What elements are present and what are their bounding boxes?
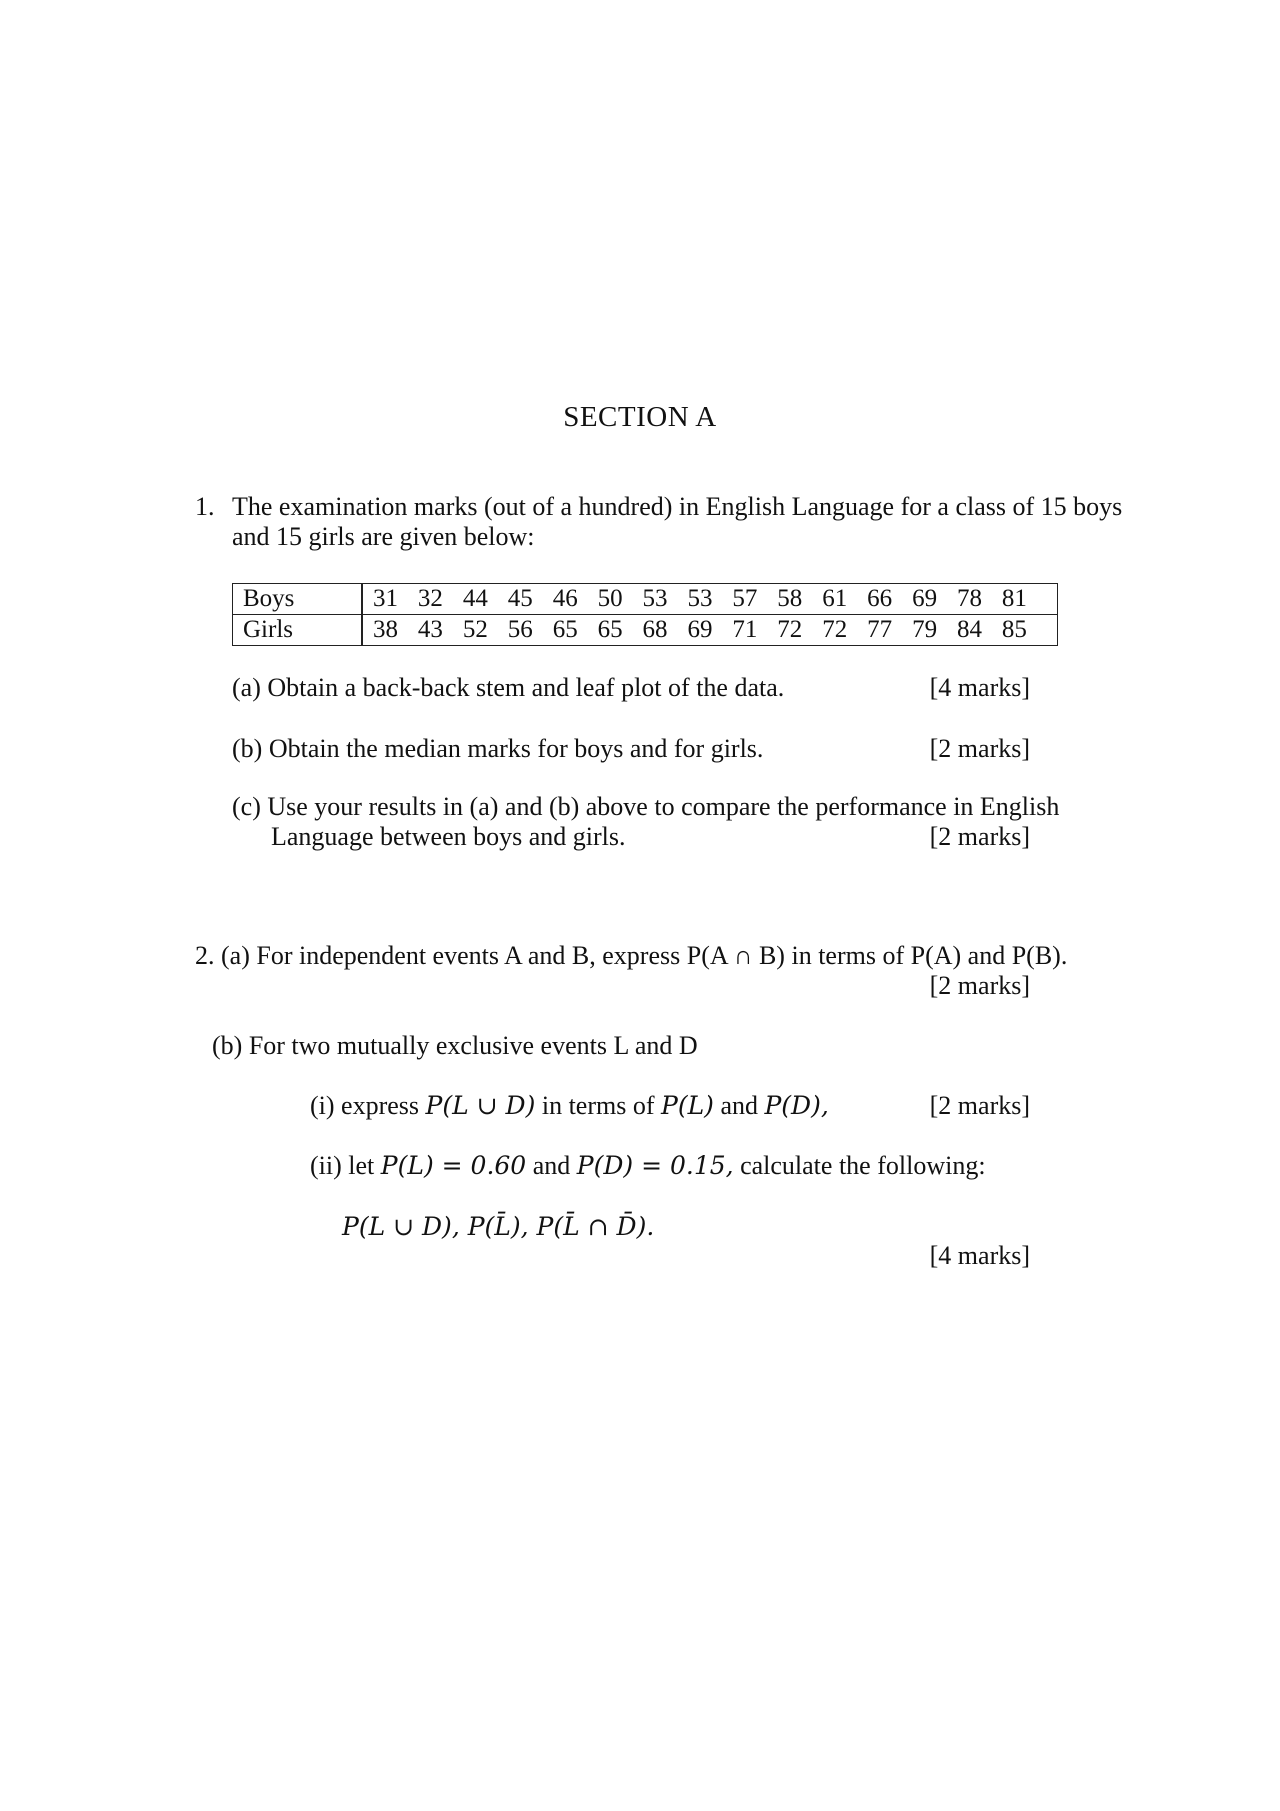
q2bi-and: and [720,1091,758,1120]
q1c-line1: (c) Use your results in (a) and (b) above to compare the performance in English [232,792,1060,821]
q2bi-expr1: P(L ∪ D) [425,1091,536,1120]
table-cell: 50 [597,585,623,612]
marks-table [232,583,1058,646]
q1-intro-line2: and 15 girls are given below: [232,522,535,551]
q2bii-prefix: (ii) let [310,1151,375,1180]
q2bii-and: and [532,1151,571,1180]
q1a-text: (a) Obtain a back-back stem and leaf plot of the data. [232,673,785,702]
q1-intro-line1: The examination marks (out of a hundred) in English Language for a class of 15 boys [232,492,1123,521]
table-cell: 79 [912,616,938,643]
q2a-marks: [2 marks] [929,971,1030,1000]
row-label: Girls [233,615,363,646]
section-title: SECTION A [563,401,717,433]
q2bi-expr3: P(D), [764,1091,829,1120]
table-cell: 32 [417,585,443,612]
q2bii-line [310,1151,986,1181]
q2bii-expr2: P(D) = 0.15, [576,1151,734,1180]
table-cell: 66 [867,585,893,612]
table-cell: 85 [1001,616,1027,643]
table-cell: 65 [552,616,578,643]
q2bii-expr1: P(L) = 0.60 [380,1151,527,1180]
table-cell: 57 [732,585,758,612]
table-cell: 65 [597,616,623,643]
table-cell: 72 [777,616,803,643]
table-cell: 38 [373,616,398,643]
q2bi-marks: [2 marks] [929,1091,1030,1120]
table-cell: 81 [1001,585,1027,612]
table-cell: 31 [373,585,398,612]
table-cell: 44 [462,585,488,612]
table-row [233,584,1058,615]
table-cell: 58 [777,585,803,612]
table-cell: 69 [687,616,713,643]
row-values [362,584,1058,615]
table-cell: 61 [822,585,848,612]
q2bii-suffix: calculate the following: [740,1151,986,1180]
table-row [233,615,1058,646]
table-cell: 77 [867,616,893,643]
table-cell: 78 [956,585,982,612]
table-cell: 68 [642,616,668,643]
table-cell: 45 [507,585,533,612]
q1c-line2: Language between boys and girls. [271,822,626,851]
q2bi-line [310,1091,829,1121]
table-cell: 46 [552,585,578,612]
table-cell: 52 [462,616,488,643]
q1-number: 1. [195,492,215,521]
q2a-text: 2. (a) For independent events A and B, express P(A ∩ B) in terms of P(A) and P(B). [195,941,1068,970]
table-cell: 43 [417,616,443,643]
q1b-text: (b) Obtain the median marks for boys and for girls. [232,734,764,763]
q2bi-expr2: P(L) [661,1091,714,1120]
q2bii-list: P(L ∪ D), P(L̄), P(L̄ ∩ D̄). [342,1212,655,1241]
table-cell: 71 [732,616,758,643]
q2bii-marks: [4 marks] [929,1241,1030,1270]
q2bi-prefix: (i) express [310,1091,420,1120]
q1a-marks: [4 marks] [929,673,1030,702]
table-cell: 53 [642,585,668,612]
row-values [362,615,1058,646]
q2bi-mid: in terms of [541,1091,655,1120]
q1c-marks: [2 marks] [929,822,1030,851]
table-cell: 69 [912,585,938,612]
table-cell: 72 [822,616,848,643]
table-cell: 84 [956,616,982,643]
q1b-marks: [2 marks] [929,734,1030,763]
q2b-text: (b) For two mutually exclusive events L and D [212,1031,698,1060]
row-label: Boys [233,584,363,615]
table-cell: 56 [507,616,533,643]
table-cell: 53 [687,585,713,612]
